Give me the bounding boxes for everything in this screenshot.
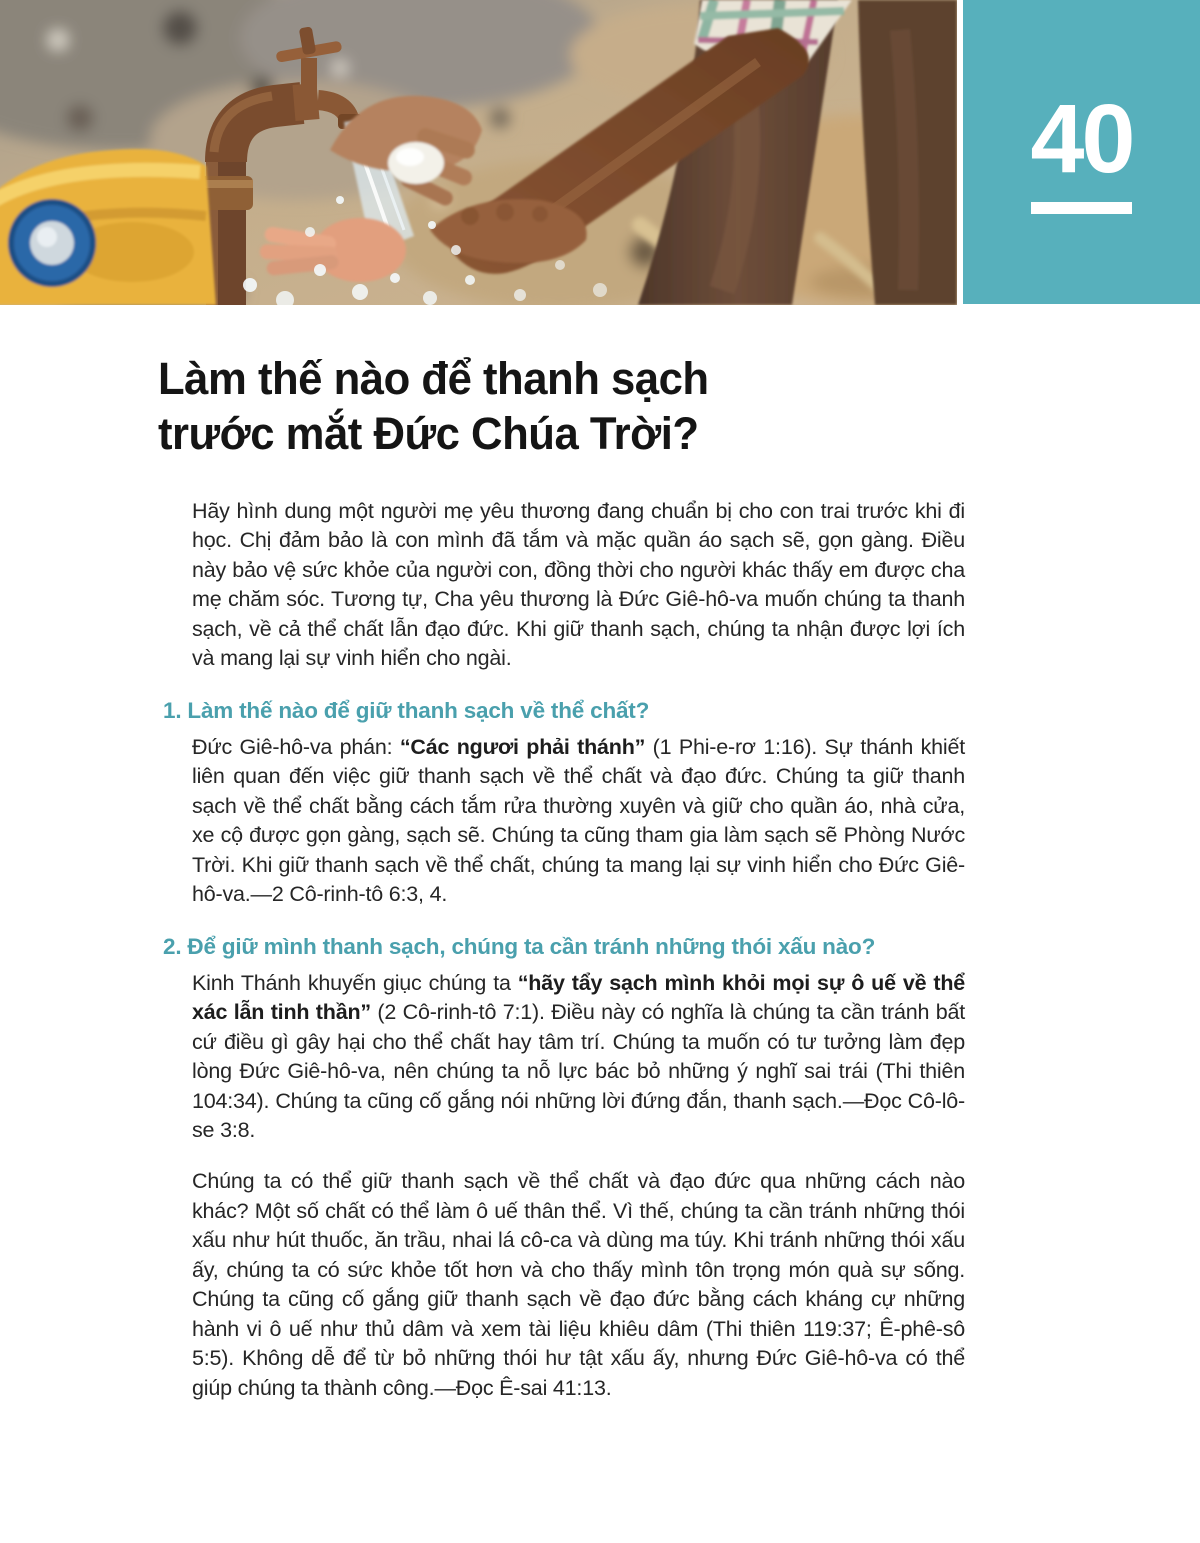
page-title-line1: Làm thế nào để thanh sạch bbox=[158, 353, 709, 404]
chapter-number-badge bbox=[963, 0, 1200, 304]
header-photo bbox=[0, 0, 957, 305]
intro-paragraph: Hãy hình dung một người mẹ yêu thương đang chuẩn bị cho con trai trước khi đi học. Chị đảm bảo là con mình đã tắm và mặc quần áo sạch sẽ, gọn gàng. Điều này bảo vệ sức khỏe của người con, đồng thời cho người khác thấy em được cha mẹ chăm sóc. Tương tự, Cha yêu thương là Đức Giê-hô-va muốn chúng ta thanh sạch, về cả thể chất lẫn đạo đức. Khi giữ thanh sạch, chúng ta nhận được lợi ích và mang lại sự vinh hiển cho ngài. bbox=[192, 498, 965, 671]
q1-text-post: (1 Phi-e-rơ 1:16). Sự thánh khiết liên quan đến việc giữ thanh sạch về thể chất và đạo đức. Chúng ta giữ thanh sạch về thể chất bằng cách tắm rửa thường xuyên và giữ cho quần áo, nhà cửa, xe cộ được gọn gàng, sạch sẽ. Chúng ta cũng tham gia làm sạch sẽ Phòng Nước Trời. Khi giữ thanh sạch về thể chất, chúng ta mang lại sự vinh hiển cho Đức Giê-hô-va.—2 Cô-rinh-tô 6:3, 4. bbox=[192, 734, 965, 907]
page-title bbox=[158, 352, 895, 462]
page-title-line2: trước mắt Đức Chúa Trời? bbox=[158, 407, 699, 459]
q2-scripture-quote: “hãy tẩy sạch mình khỏi mọi sự ô uế về thể xác lẫn tinh thần” bbox=[192, 970, 966, 1025]
question-2-paragraph-2: Chúng ta có thể giữ thanh sạch về thể chất và đạo đức qua những cách nào khác? Một số chất có thể làm ô uế thân thể. Vì thế, chúng ta cần tránh những thói xấu như hút thuốc, ăn trầu, nhai lá cô-ca và dùng ma túy. Khi tránh những thói xấu ấy, chúng ta có sức khỏe tốt hơn và cho thấy mình tôn trọng món quà sự sống. Chúng ta cũng cố gắng giữ thanh sạch về đạo đức bằng cách kháng cự những hành vi ô uế như thủ dâm và xem tài liệu khiêu dâm (Thi thiên 119:37; Ê-phê-sô 5:5). Không dễ để từ bỏ những thói hư tật xấu ấy, nhưng Đức Giê-hô-va có thể giúp chúng ta thành công.—Đọc Ê-sai 41:13. bbox=[192, 1169, 965, 1400]
q2-text-pre: Kinh Thánh khuyến giục chúng ta bbox=[192, 970, 518, 995]
question-1-heading: 1. Làm thế nào để giữ thanh sạch về thể chất? bbox=[163, 697, 650, 723]
question-1-paragraph bbox=[192, 733, 965, 910]
question-2-paragraph-1 bbox=[192, 969, 965, 1146]
q1-scripture-quote: “Các ngươi phải thánh” bbox=[399, 734, 646, 759]
question-2-heading: 2. Để giữ mình thanh sạch, chúng ta cần tránh những thói xấu nào? bbox=[163, 933, 876, 959]
chapter-number: 40 bbox=[1030, 84, 1133, 193]
jerrycan bbox=[0, 149, 216, 305]
chapter-number-underline bbox=[1031, 202, 1132, 214]
q2-text-post: (2 Cô-rinh-tô 7:1). Điều này có nghĩa là chúng ta cần tránh bất cứ điều gì gây hại cho thể chất hay tâm trí. Chúng ta muốn có tư tưởng làm đẹp lòng Đức Giê-hô-va, nên chúng ta nỗ lực bác bỏ những ý nghĩ sai trái (Thi thiên 104:34). Chúng ta cũng cố gắng nói những lời đứng đắn, thanh sạch.—Đọc Cô-lô-se 3:8. bbox=[192, 1000, 965, 1143]
article-content bbox=[0, 305, 1200, 1425]
q1-text-pre: Đức Giê-hô-va phán: bbox=[192, 734, 400, 759]
